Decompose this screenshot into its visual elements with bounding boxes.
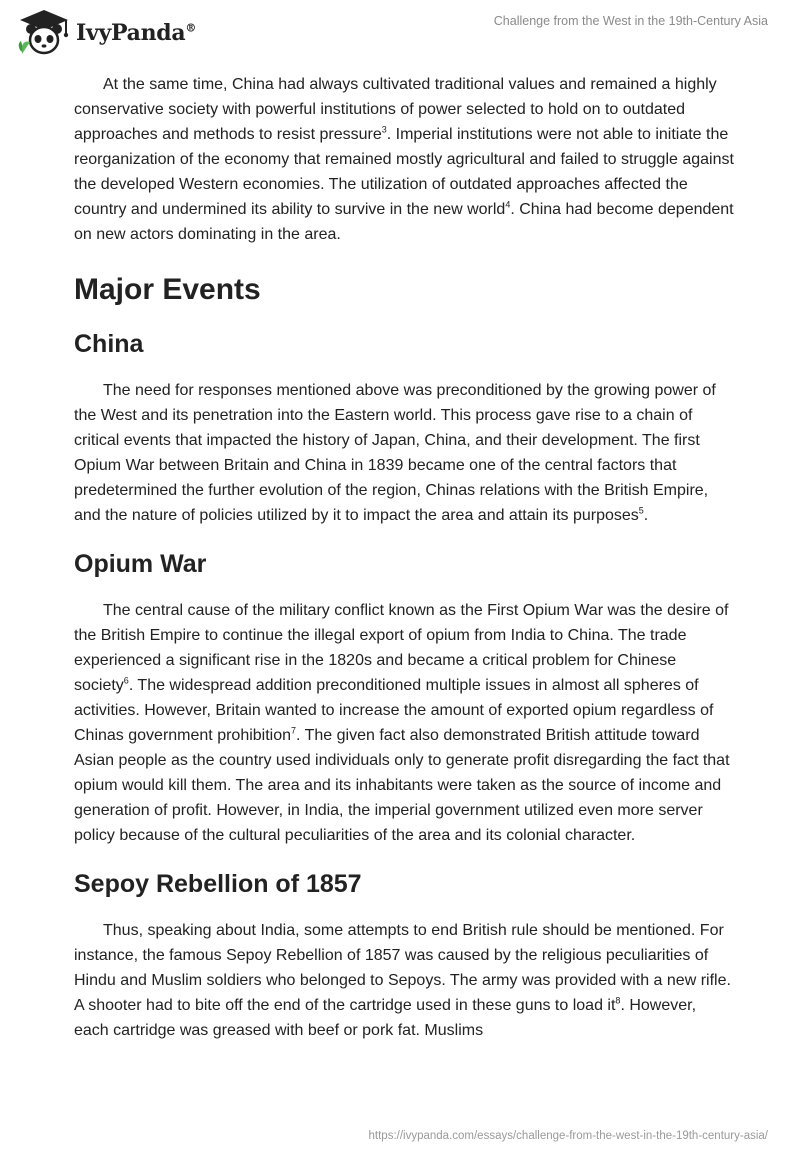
footnote-ref[interactable]: 7 (291, 725, 297, 736)
paragraph: The central cause of the military conflict known as the First Opium War was the desire of the British Empire to continue the illegal export of opium from India to China. The trade experienced a significant rise in the 1820s and became a critical problem for Chinese society$^6$. The widespread addition preconditioned multiple issues in almost all spheres of activities. However, Britain wanted to increase the amount of exported opium regardless of Chinas government prohibition$^7$. The given fact also demonstrated British attitude toward Asian people as the country used individuals only to generate profit disregarding the fact that opium would kill them. The area and its inhabitants were taken as the source of income and generation of profit. However, in India, the imperial government utilized even more server policy because of the cultural peculiarities of the area and its colonial character. (74, 602, 730, 844)
subsection-heading: Opium War (74, 550, 207, 578)
section-heading: Major Events (74, 273, 261, 306)
brand-name: IvyPanda® (76, 20, 197, 46)
page-header (0, 0, 800, 66)
source-url[interactable]: https://ivypanda.com/essays/challenge-from-the-west-in-the-19th-century-asia/ (368, 1130, 768, 1142)
footnote-ref[interactable]: 8 (615, 995, 621, 1006)
article-body (74, 72, 734, 1043)
document-title: Challenge from the West in the 19th-Century Asia (493, 14, 768, 28)
paragraph: The need for responses mentioned above was preconditioned by the growing power of the West and its penetration into the Eastern world. This process gave rise to a chain of critical events that impacted the history of Japan, China, and their development. The first Opium War between Britain and China in 1839 became one of the central factors that predetermined the further evolution of the region, Chinas relations with the British Empire, and the nature of policies utilized by it to impact the area and attain its purposes$^5$. (74, 382, 716, 524)
subsection-heading: Sepoy Rebellion of 1857 (74, 870, 362, 898)
footnote-ref[interactable]: 5 (638, 505, 644, 516)
footnote-ref[interactable]: 6 (123, 675, 129, 686)
panda-graduation-cap-icon (14, 8, 70, 58)
footnote-ref[interactable]: 4 (505, 199, 511, 210)
ivypanda-logo[interactable] (14, 8, 204, 58)
subsection-heading: China (74, 330, 144, 358)
footnote-ref[interactable]: 3 (381, 124, 387, 135)
paragraph: At the same time, China had always cultivated traditional values and remained a highly conservative society with powerful institutions of power selected to hold on to outdated approaches and methods to resist pressure$^3$. Imperial institutions were not able to initiate the reorganization of the economy that remained mostly agricultural and failed to struggle against the developed Western economies. The utilization of outdated approaches affected the country and undermined its ability to survive in the new world$^4$. China had become dependent on new actors dominating in the area. (74, 76, 734, 243)
paragraph: Thus, speaking about India, some attempts to end British rule should be mentioned. For instance, the famous Sepoy Rebellion of 1857 was caused by the religious peculiarities of Hindu and Muslim soldiers who belonged to Sepoys. The army was provided with a new rifle. A shooter had to bite off the end of the cartridge used in these guns to load it$^8$. However, each cartridge was greased with beef or pork fat. Muslims (74, 922, 731, 1039)
